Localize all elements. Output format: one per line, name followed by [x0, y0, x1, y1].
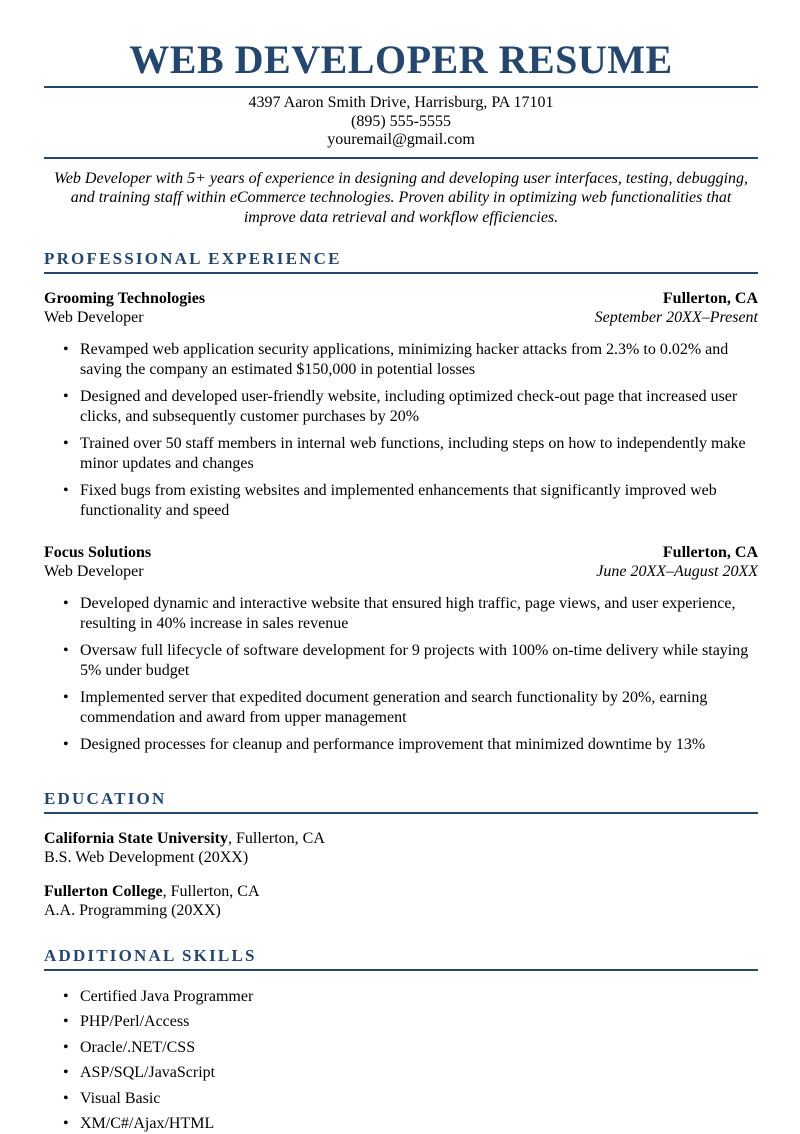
- education-entry-2: [44, 882, 758, 921]
- summary-text: Web Developer with 5+ years of experience in designing and developing user interfaces, testing, debugging, and training staff within eCommerce technologies. Proven ability in optimizing web functionalities that improve data retrieval and workflow efficiencies.: [53, 169, 749, 226]
- job-bullet: • Trained over 50 staff members in internal web functions, including steps on how to independently make minor updates and changes: [80, 434, 758, 473]
- job-subheader-row: [44, 562, 758, 581]
- section-experience: [44, 249, 758, 755]
- skills-list: [44, 987, 758, 1134]
- job-bullet: • Implemented server that expedited document generation and search functionality by 20%, earning commendation and award from upper management: [80, 688, 758, 727]
- job-bullet-list: [44, 340, 758, 520]
- job-bullet: • Designed processes for cleanup and performance improvement that minimized downtime by 13%: [80, 735, 758, 755]
- education-degree: B.S. Web Development (20XX): [44, 849, 249, 866]
- job-dates: September 20XX–Present: [594, 309, 758, 326]
- education-school: Fullerton College: [44, 882, 163, 900]
- job-bullet: • Revamped web application security applications, minimizing hacker attacks from 2.3% to 0.02% and saving the company an estimated $150,000 in potential losses: [80, 340, 758, 379]
- job-location: Fullerton, CA: [662, 544, 758, 561]
- job-location: Fullerton, CA: [662, 290, 758, 307]
- job-bullet: • Designed and developed user-friendly website, including optimized check-out page that increased user clicks, and subsequently customer purchases by 20%: [80, 387, 758, 426]
- education-degree: A.A. Programming (20XX): [44, 902, 221, 919]
- job-bullet-list: [44, 594, 758, 755]
- job-header-row: [44, 543, 758, 562]
- skill-item: • PHP/Perl/Access: [80, 1012, 758, 1032]
- resume-header: [44, 38, 758, 227]
- education-location: , Fullerton, CA: [227, 829, 325, 847]
- job-header-row: [44, 289, 758, 308]
- skill-item: • Visual Basic: [80, 1089, 758, 1109]
- job-company: Focus Solutions: [44, 544, 152, 561]
- page-title: WEB DEVELOPER RESUME: [129, 37, 673, 82]
- education-location: , Fullerton, CA: [162, 882, 260, 900]
- education-school-line: [44, 829, 758, 849]
- contact-phone: (895) 555-5555: [351, 112, 451, 130]
- education-entry-1: [44, 829, 758, 868]
- job-role: Web Developer: [44, 563, 144, 580]
- job-bullet: • Fixed bugs from existing websites and implemented enhancements that significantly improved web functionality and speed: [80, 481, 758, 520]
- education-heading: EDUCATION: [44, 789, 758, 814]
- job-bullet: • Oversaw full lifecycle of software development for 9 projects with 100% on-time delivery while staying 5% under budget: [80, 641, 758, 680]
- skill-item: • Oracle/.NET/CSS: [80, 1038, 758, 1058]
- section-education: [44, 789, 758, 921]
- education-school-line: [44, 882, 758, 902]
- job-entry-2: [44, 543, 758, 755]
- contact-block: [44, 88, 758, 157]
- skills-heading: ADDITIONAL SKILLS: [44, 946, 758, 971]
- section-skills: [44, 946, 758, 1134]
- job-dates: June 20XX–August 20XX: [596, 563, 758, 580]
- job-bullet: • Developed dynamic and interactive website that ensured high traffic, page views, and user experience, resulting in 40% increase in sales revenue: [80, 594, 758, 633]
- job-role: Web Developer: [44, 309, 144, 326]
- contact-address: 4397 Aaron Smith Drive, Harrisburg, PA 17101: [248, 94, 554, 111]
- contact-email: youremail@gmail.com: [327, 131, 475, 148]
- skill-item: • ASP/SQL/JavaScript: [80, 1063, 758, 1083]
- header-bottom-divider: [44, 157, 758, 159]
- education-school: California State University: [44, 829, 228, 847]
- skill-item: • Certified Java Programmer: [80, 987, 758, 1007]
- job-company: Grooming Technologies: [44, 290, 206, 307]
- experience-heading: PROFESSIONAL EXPERIENCE: [44, 249, 758, 274]
- skill-item: • XM/C#/Ajax/HTML: [80, 1114, 758, 1134]
- job-subheader-row: [44, 308, 758, 327]
- job-entry-1: [44, 289, 758, 520]
